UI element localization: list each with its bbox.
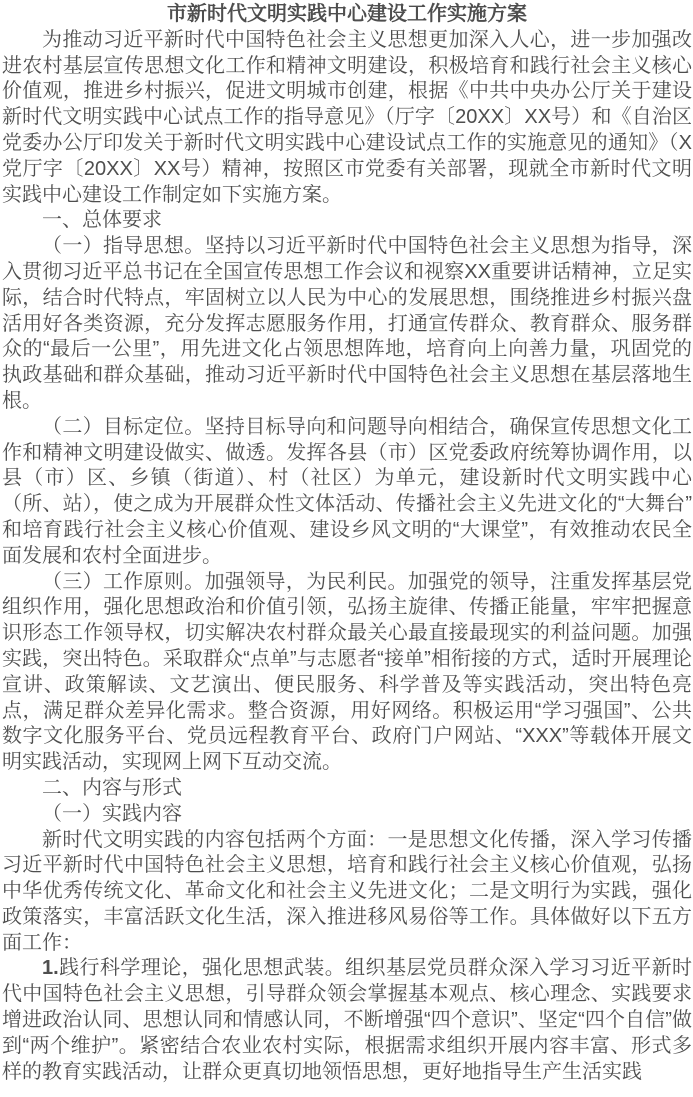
paragraph-guiding-ideology: （一）指导思想。坚持以习近平新时代中国特色社会主义思想为指导，深入贯彻习近平总书记在全国宣传思想工作会议和视察XX重要讲话精神，立足实际，结合时代特点，牢固树立以人民为中心的发展思想，围绕推进乡村振兴盘活用好各类资源，充分发挥志愿服务作用，打通宣传群众、教育群众、服务群众的“最后一公里”，用先进文化占领思想阵地，培育向上向善力量，巩固党的执政基础和群众基础，推动习近平新时代中国特色社会主义思想在基层落地生根。 (2, 235, 692, 412)
paragraph-two-aspects: 新时代文明实践的内容包括两个方面：一是思想文化传播，深入学习传播习近平新时代中国特色社会主义思想，培育和践行社会主义核心价值观，弘扬中华优秀传统文化、革命文化和社会主义先进文化；二是文明行为实践，强化政策落实，丰富活跃文化生活，深入推进移风易俗等工作。具体做好以下五方面工作： (2, 828, 692, 954)
heading-overall-requirements: 一、总体要求 (42, 209, 162, 232)
subheading-practice-content: （一）实践内容 (42, 802, 182, 825)
paragraph-item-1 (2, 956, 692, 1085)
item-1-text: 践行科学理论，强化思想武装。组织基层党员群众深入学习习近平新时代中国特色社会主义思想，引导群众领会掌握基本观点、核心理念、实践要求增进政治认同、思想认同和情感认同，不断增强“四个意识”、坚定“四个自信”做到“两个维护”。紧密结合农业农村实际，根据需求组织开展内容丰富、形式多样的教育实践活动，让群众更真切地领悟思想，更好地指导生产生活实践 (2, 957, 692, 1083)
paragraph-target-positioning: （二）目标定位。坚持目标导向和问题导向相结合，确保宣传思想文化工作和精神文明建设做实、做透。发挥各县（市）区党委政府统筹协调作用，以县（市）区、乡镇（街道）、村（社区）为单元，建设新时代文明实践中心（所、站），使之成为开展群众性文体活动、传播社会主义先进文化的“大舞台”和培育践行社会主义核心价值观、建设乡风文明的“大课堂”，有效推动农民全面发展和农村全面进步。 (2, 415, 692, 567)
paragraph-intro: 为推动习近平新时代中国特色社会主义思想更加深入人心，进一步加强改进农村基层宣传思想文化工作和精神文明建设，积极培育和践行社会主义核心价值观，推进乡村振兴，促进文明城市创建，根据《中共中央办公厅关于建设新时代文明实践中心试点工作的指导意见》（厅字〔20XX〕XX号）和《自治区党委办公厅印发关于新时代文明实践中心建设试点工作的实施意见的通知》（X党厅字〔20XX〕XX号）精神，按照区市党委有关部署，现就全市新时代文明实践中心建设工作制定如下实施方案。 (2, 28, 692, 206)
item-1-number: 1. (42, 957, 59, 980)
heading-content-and-form: 二、内容与形式 (42, 776, 182, 799)
document-title: 市新时代文明实践中心建设工作实施方案 (167, 3, 527, 25)
paragraph-work-principles: （三）工作原则。加强领导，为民利民。加强党的领导，注重发挥基层党组织作用，强化思想政治和价值引领，弘扬主旋律、传播正能量，牢牢把握意识形态工作领导权，切实解决农村群众最关心最直接最现实的利益问题。加强实践，突出特色。采取群众“点单”与志愿者“接单”相衔接的方式，适时开展理论宣讲、政策解读、文艺演出、便民服务、科学普及等实践活动，突出特色亮点，满足群众差异化需求。整合资源，用好网络。积极运用“学习强国”、公共数字文化服务平台、党员远程教育平台、政府门户网站、“XXX”等载体开展文明实践活动，实现网上网下互动交流。 (2, 570, 692, 774)
